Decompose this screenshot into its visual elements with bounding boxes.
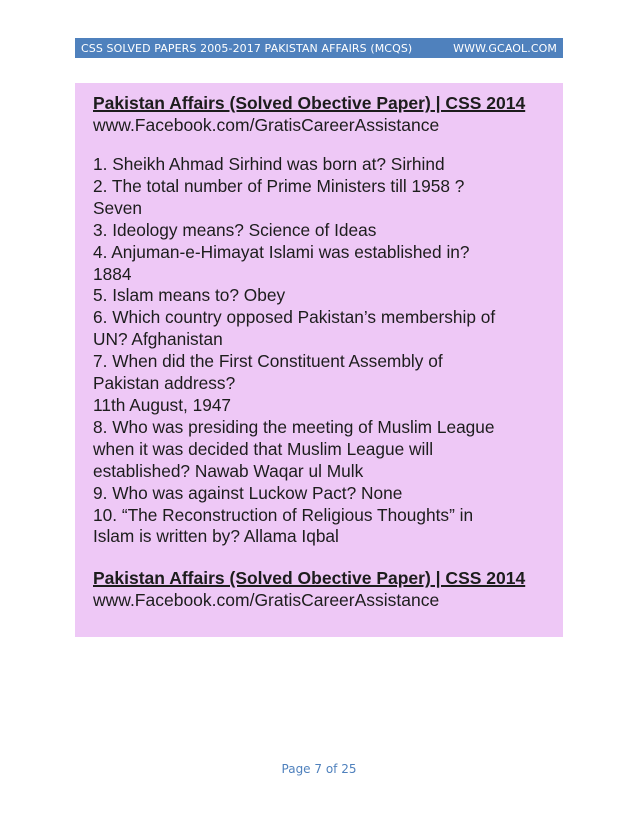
question-line: Islam is written by? Allama Iqbal	[93, 526, 339, 547]
question-line: 6. Which country opposed Pakistan’s membership of	[93, 307, 496, 328]
header-website: WWW.GCAOL.COM	[453, 41, 557, 55]
question-line: 10. “The Reconstruction of Religious Thoughts” in	[93, 504, 474, 525]
panel-footer	[93, 568, 545, 611]
question-line: 2. The total number of Prime Ministers till 1958 ?	[93, 175, 465, 196]
question-line: 7. When did the First Constituent Assembly of	[93, 351, 443, 372]
panel-title: Pakistan Affairs (Solved Obective Paper) | CSS 2014	[93, 93, 526, 113]
question-line: when it was decided that Muslim League will	[93, 438, 434, 459]
question-line: 1. Sheikh Ahmad Sirhind was born at? Sirhind	[93, 154, 445, 174]
question-list	[93, 154, 545, 548]
mcq-image-panel	[75, 83, 563, 637]
header-title: CSS SOLVED PAPERS 2005-2017 PAKISTAN AFFAIRS (MCQS)	[81, 41, 413, 55]
question-line: 5. Islam means to? Obey	[93, 285, 286, 306]
question-line: established? Nawab Waqar ul Mulk	[93, 460, 364, 481]
question-line: Seven	[93, 197, 143, 218]
page-number: Page 7 of 25	[281, 762, 357, 776]
panel-footer-title: Pakistan Affairs (Solved Obective Paper) | CSS 2014	[93, 568, 526, 589]
question-line: 9. Who was against Luckow Pact? None	[93, 482, 403, 503]
question-line: 3. Ideology means? Science of Ideas	[93, 219, 377, 240]
question-line: 8. Who was presiding the meeting of Muslim League	[93, 416, 495, 437]
question-line: UN? Afghanistan	[93, 329, 223, 350]
question-line: Pakistan address?	[93, 373, 236, 394]
question-line: 11th August, 1947	[93, 394, 232, 415]
panel-facebook-link: www.Facebook.com/GratisCareerAssistance	[93, 115, 440, 135]
question-line: 1884	[93, 263, 132, 284]
panel-footer-link: www.Facebook.com/GratisCareerAssistance	[93, 590, 440, 611]
running-header	[75, 38, 563, 58]
question-line: 4. Anjuman-e-Himayat Islami was established in?	[93, 241, 470, 262]
